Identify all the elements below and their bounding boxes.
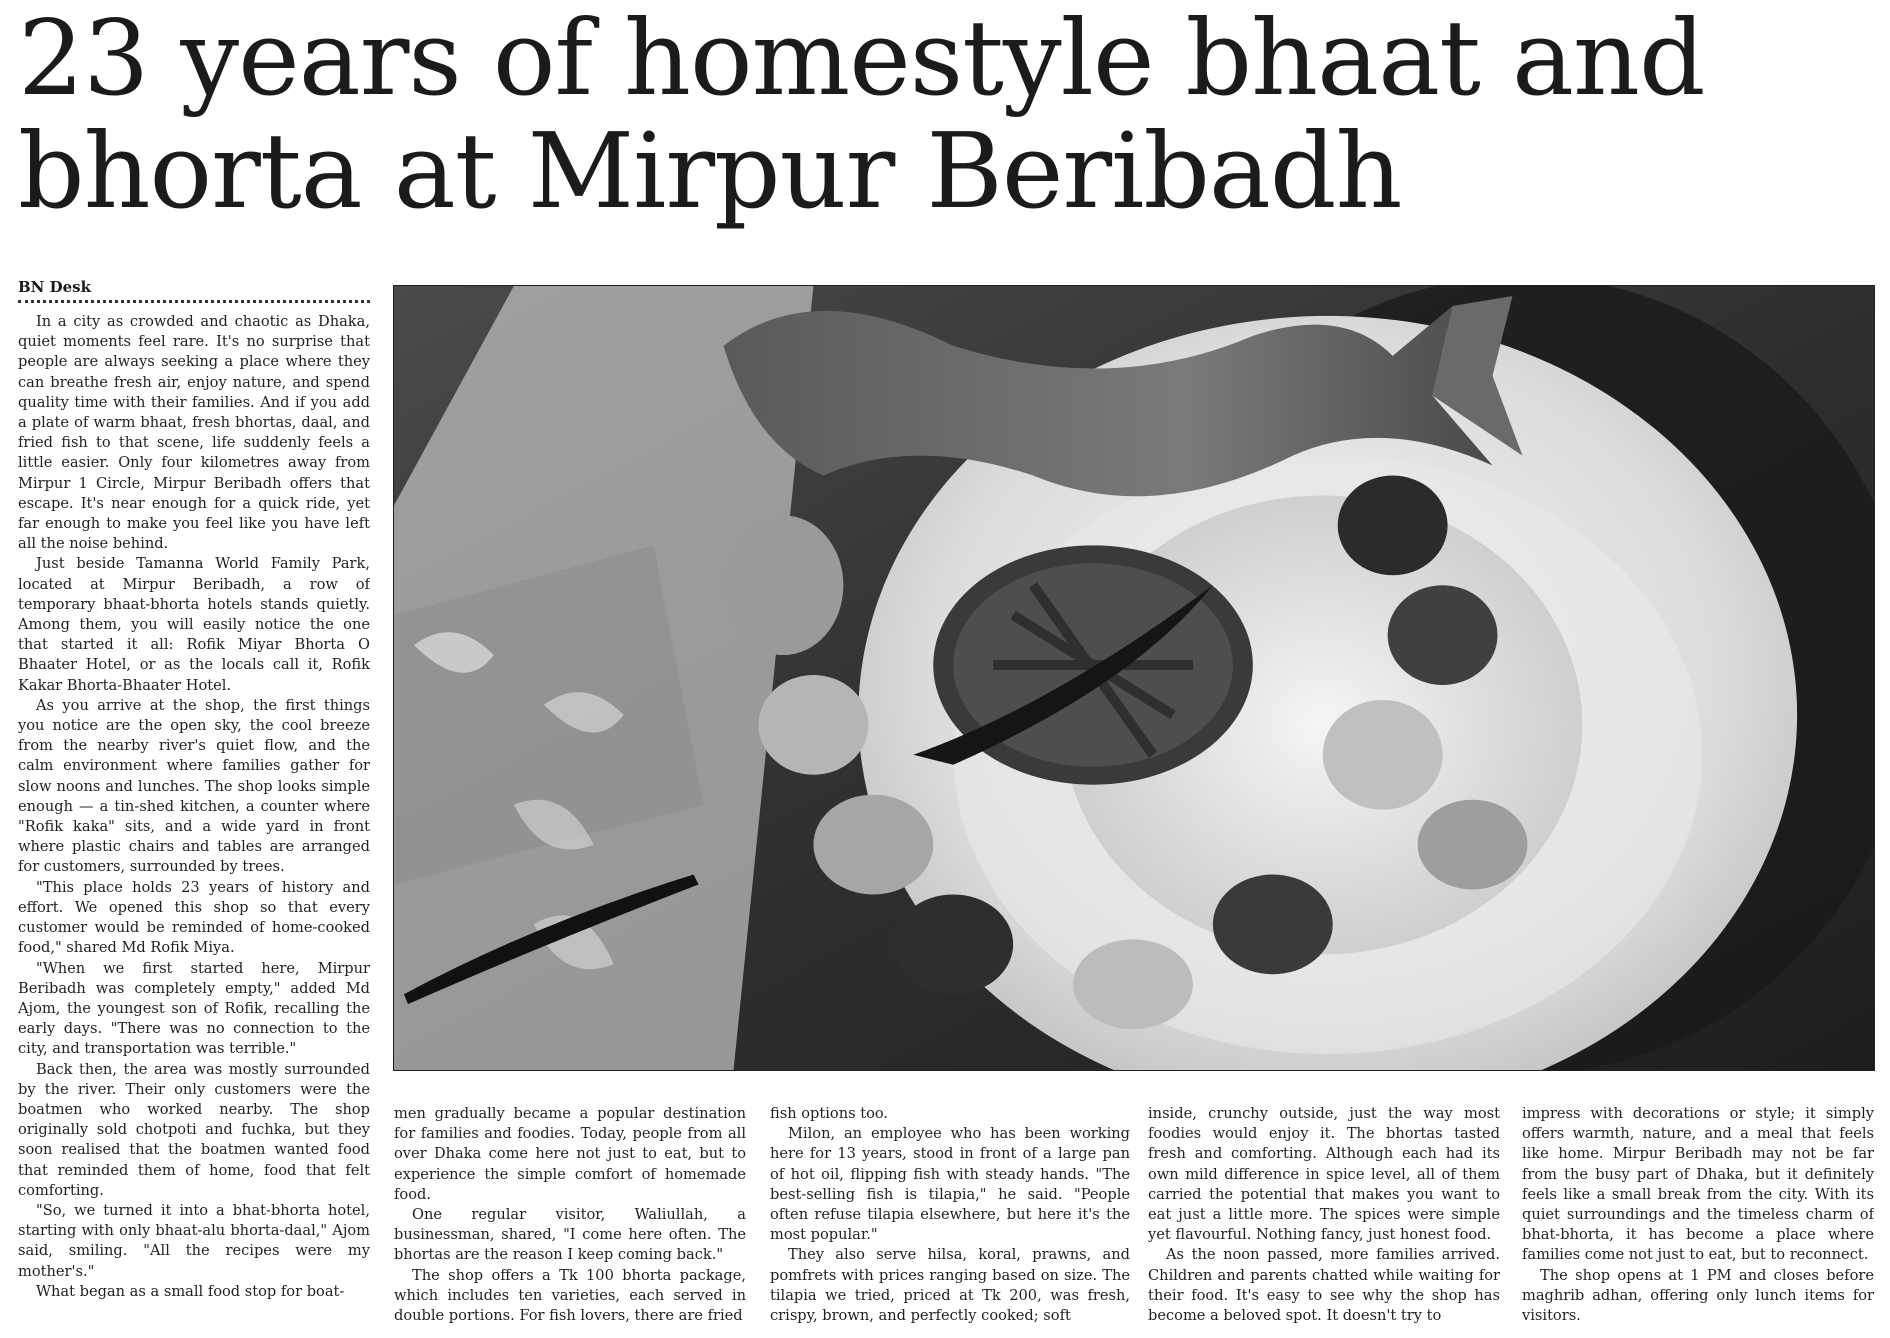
- article-column-1: [18, 312, 370, 1328]
- headline: 23 years of homestyle bhaat and bhorta at Mirpur Beribadh: [18, 0, 1705, 232]
- bhorta-5: [1073, 939, 1193, 1029]
- paragraph: One regular visitor, Waliullah, a businessman, shared, "I come here often. The bhortas are the reason I keep coming back.": [394, 1206, 746, 1264]
- article-column-2: [394, 1104, 746, 1330]
- bhorta-1: [724, 515, 844, 655]
- paragraph: In a city as crowded and chaotic as Dhaka, quiet moments feel rare. It's no surprise that people are always seeking a place where they can breathe fresh air, enjoy nature, and spend quality time with their families. And if you add a plate of warm bhaat, fresh bhortas, daal, and fried fish to that scene, life suddenly feels a little easier. Only four kilometres away from Mirpur 1 Circle, Mirpur Beribadh offers that escape. It's near enough for a quick ride, yet far enough to make you feel like you have left all the noise behind.: [18, 313, 370, 553]
- byline: BN Desk: [18, 278, 370, 303]
- article-column-3: [770, 1104, 1130, 1330]
- paragraph: "So, we turned it into a bhat-bhorta hotel, starting with only bhaat-alu bhorta-daal," Ajom said, smiling. "All the recipes were my mother's.": [18, 1201, 370, 1280]
- food-plate-image: [394, 286, 1874, 1070]
- paragraph-continued: impress with decorations or style; it simply offers warmth, nature, and a meal that feels like home. Mirpur Beribadh may not be far from the busy part of Dhaka, but it definitely feels like a small break from the city. With its quiet surroundings and the timeless charm of bhat-bhorta, it has become a place where families come not just to eat, but to reconnect.: [1522, 1105, 1874, 1264]
- bhorta-3: [813, 795, 933, 895]
- paragraph: Milon, an employee who has been working here for 13 years, stood in front of a large pan of hot oil, flipping fish with steady hands. "The best-selling fish is tilapia," he said. "People often refuse tilapia elsewhere, but here it's the most popular.": [770, 1125, 1130, 1244]
- paragraph: As you arrive at the shop, the first things you notice are the open sky, the cool breeze from the nearby river's quiet flow, and the calm environment where families gather for slow noons and lunches. The shop looks simple enough — a tin-shed kitchen, a counter where "Rofik kaka" sits, and a wide yard in front where plastic chairs and tables are arranged for customers, surrounded by trees.: [18, 696, 370, 876]
- bhorta-7: [1323, 700, 1443, 810]
- paragraph: "This place holds 23 years of history and effort. We opened this shop so that every customer would be reminded of home-cooked food," shared Md Rofik Miya.: [18, 878, 370, 957]
- bhorta-6: [1213, 874, 1333, 974]
- article-column-4: [1148, 1104, 1500, 1330]
- article-column-5: [1522, 1104, 1874, 1330]
- article-photo: [393, 285, 1875, 1071]
- bhorta-8: [1388, 585, 1498, 685]
- paragraph: What began as a small food stop for boat-: [36, 1282, 345, 1300]
- paragraph-continued: fish options too.: [770, 1105, 889, 1122]
- bhorta-2: [759, 675, 869, 775]
- paragraph: The shop offers a Tk 100 bhorta package, which includes ten varieties, each served in double portions. For fish lovers, there are fried: [394, 1266, 746, 1325]
- paragraph: Back then, the area was mostly surrounded by the river. Their only customers were the boatmen who worked nearby. The shop originally sold chotpoti and fuchka, but they soon realised that the boatmen wanted food that reminded them of home, food that felt comforting.: [18, 1060, 370, 1199]
- paragraph: Just beside Tamanna World Family Park, located at Mirpur Beribadh, a row of temporary bhaat-bhorta hotels stands quietly. Among them, you will easily notice the one that started it all: Rofik Miyar Bhorta O Bhaater Hotel, or as the locals call it, Rofik Kakar Bhorta-Bhaater Hotel.: [18, 555, 370, 694]
- bhorta-4: [893, 894, 1013, 994]
- paragraph: As the noon passed, more families arrived. Children and parents chatted while waiting for their food. It's easy to see why the shop has become a beloved spot. It doesn't try to: [1148, 1246, 1500, 1325]
- paragraph: The shop opens at 1 PM and closes before maghrib adhan, offering only lunch items for visitors.: [1522, 1266, 1874, 1325]
- paragraph: "When we first started here, Mirpur Beribadh was completely empty," added Md Ajom, the youngest son of Rofik, recalling the early days. "There was no connection to the city, and transportation was terrible.": [18, 959, 370, 1058]
- paragraph-continued: inside, crunchy outside, just the way most foodies would enjoy it. The bhortas tasted fresh and comforting. Although each had its own mild difference in spice level, all of them carried the potential that makes you want to eat just a little more. The spices were simple yet flavourful. Nothing fancy, just honest food.: [1148, 1105, 1500, 1244]
- bhorta-9: [1338, 476, 1448, 576]
- bhorta-10: [1418, 800, 1528, 890]
- paragraph-continued: men gradually became a popular destination for families and foodies. Today, people from all over Dhaka come here not just to eat, but to experience the simple comfort of homemade food.: [394, 1105, 746, 1203]
- paragraph: They also serve hilsa, koral, prawns, and pomfrets with prices ranging based on size. The tilapia we tried, priced at Tk 200, was fresh, crispy, brown, and perfectly cooked; soft: [770, 1246, 1130, 1325]
